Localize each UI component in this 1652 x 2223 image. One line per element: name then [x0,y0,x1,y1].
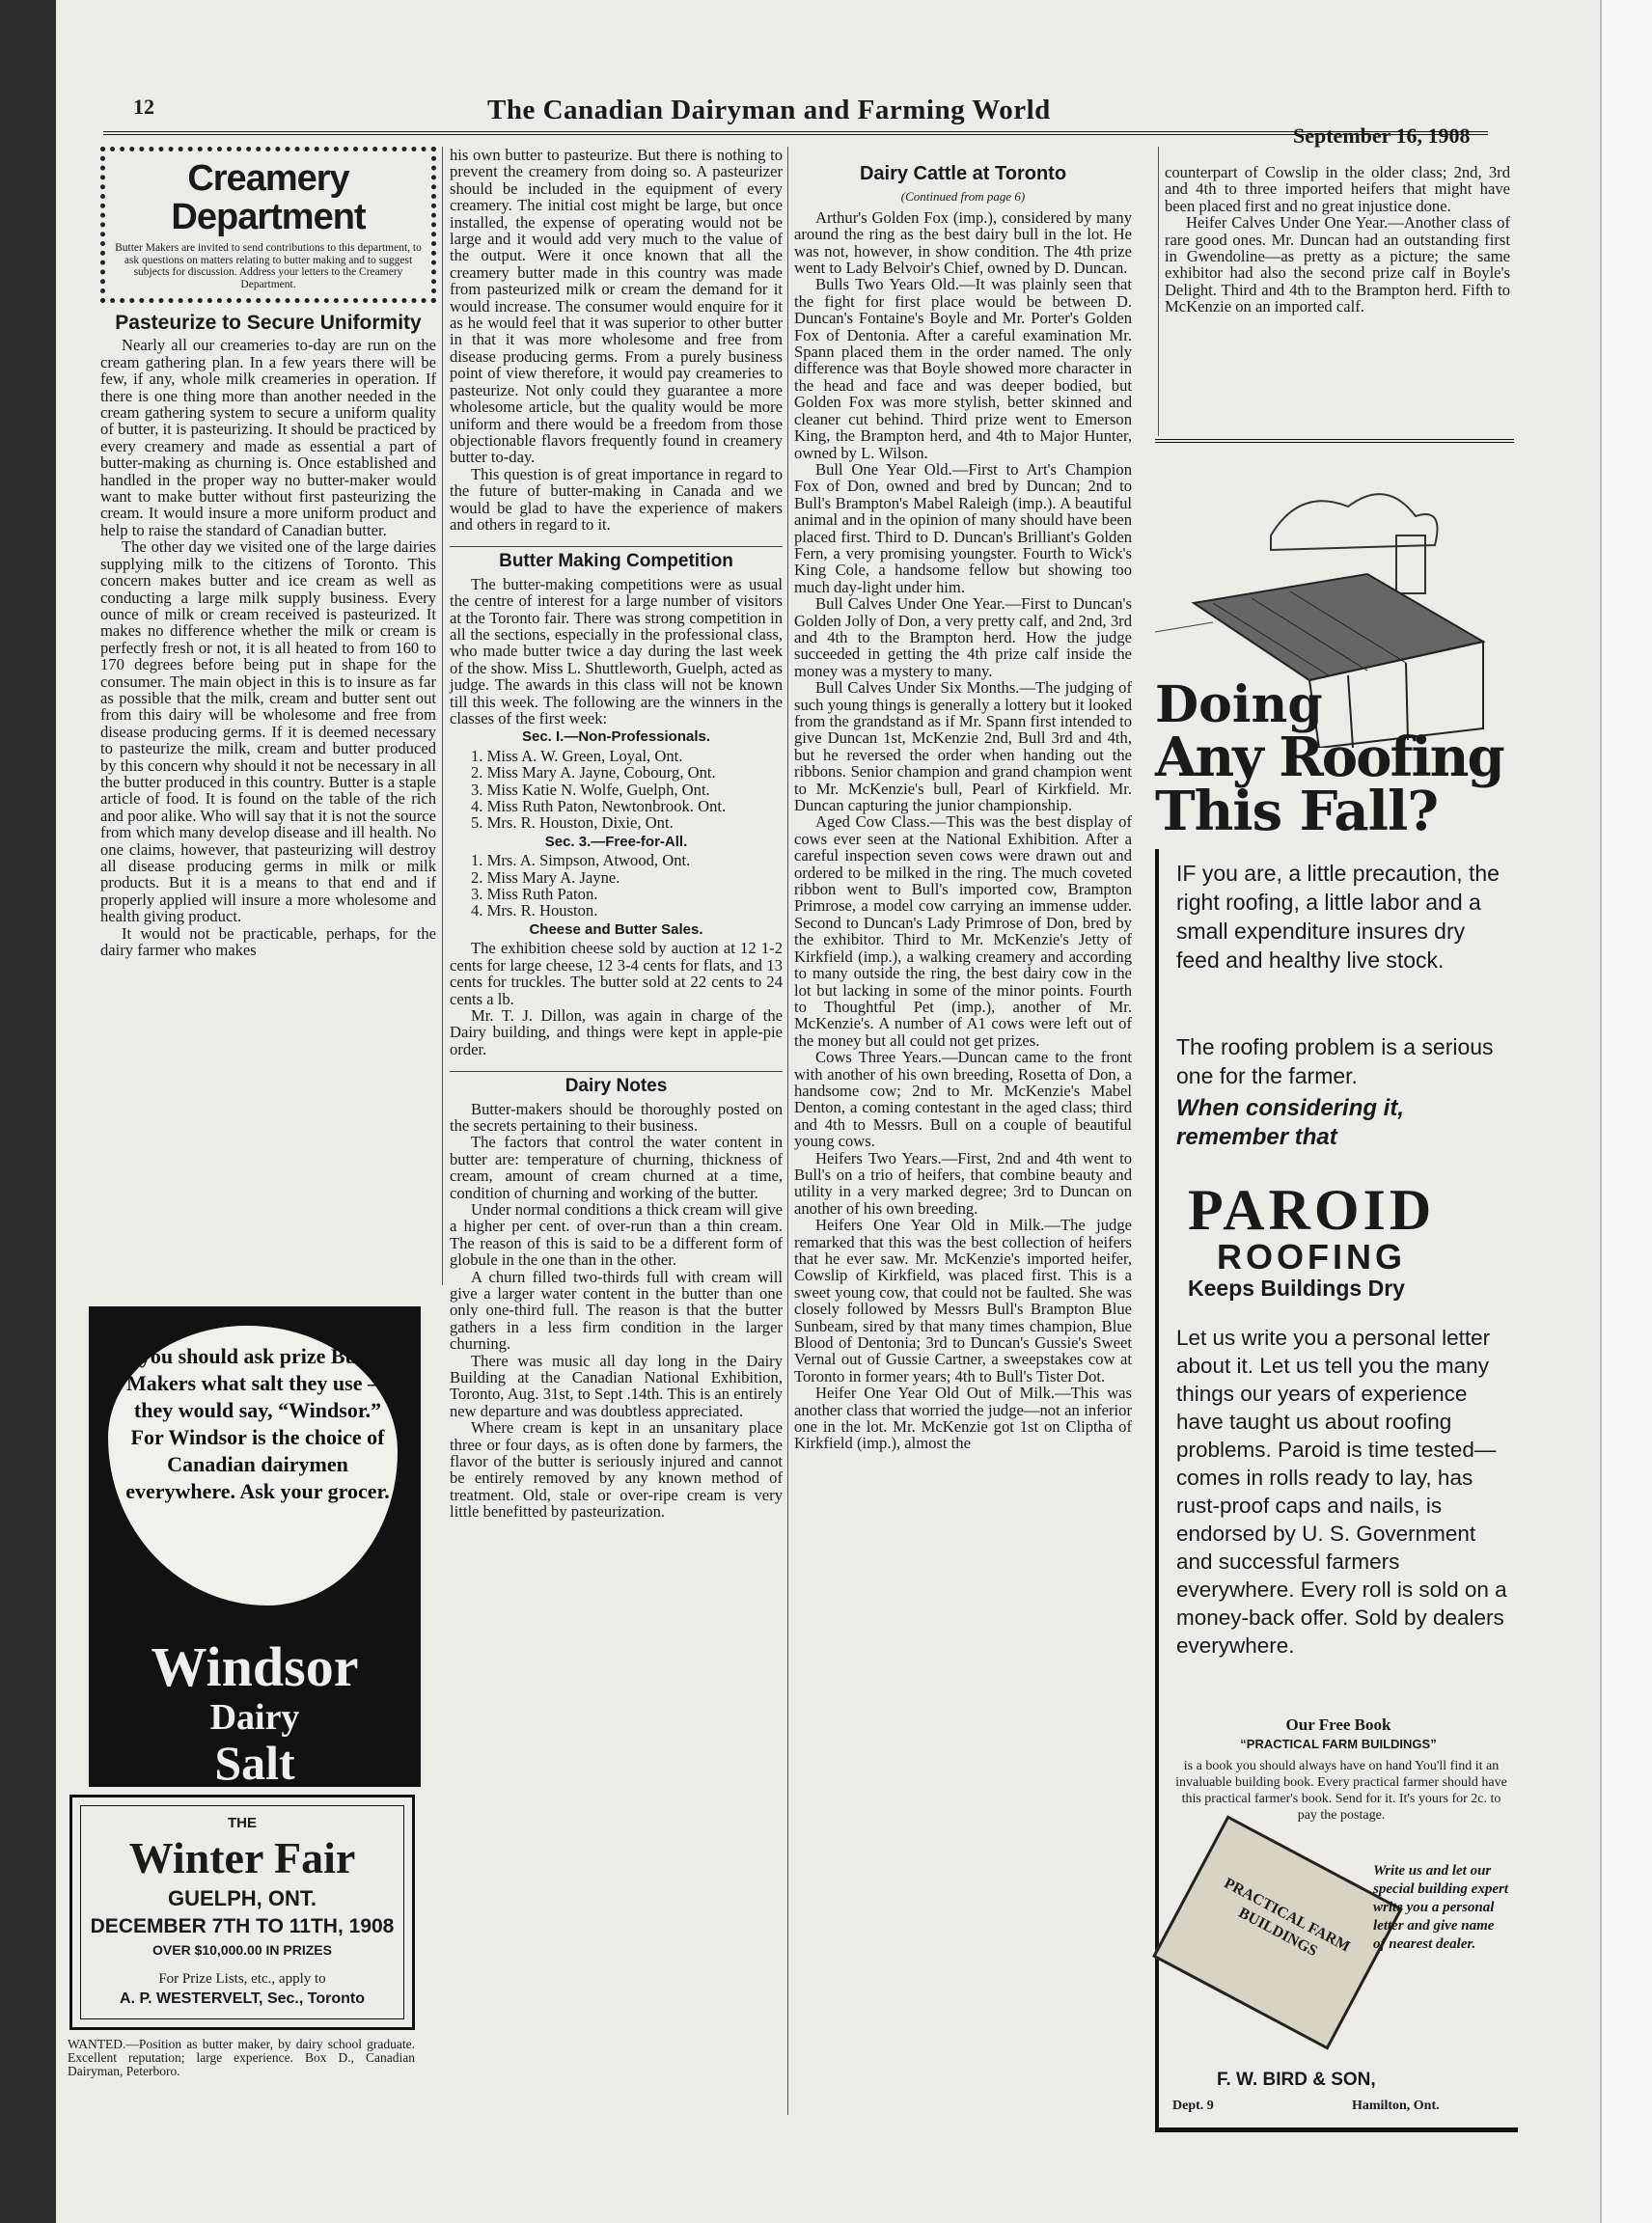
paragraph: Heifers One Year Old in Milk.—The judge remarked that this was the best collection of heifers that he ever saw. Mr. McKenzie's imported heifer, Cowslip of Kirkfield, was placed first. This is a sweet young cow, that could not be faulted. She was closely followed by Messrs Bull's Brampton Blue Sunbeam, sired by that many times champion, Blue Blood of Dentonia; 3rd to Duncan's Gussie's Sweet Vernal out of Gussie Cartner, a sweepstakes cow at Toronto in former years; 4th to Bull's Tister Dot. [794,1216,1132,1386]
list-item: 2. Miss Mary A. Jayne. [471,867,620,887]
paragraph: There was music all day long in the Dairy Building at the Canadian National Exhibition, Toronto, Aug. 31st, to Sept .14th. This is an entirely new departure and was doubtless appreciated. [450,1351,783,1420]
windsor-brand: Windsor [151,1635,359,1698]
paragraph: his own butter to pasteurize. But there is nothing to prevent the creamery from doing so. A pasteurizer should be included in the equipment of every creamery. The initial cost might be large, but once installed, the expense of operating would not be large and it would add very much to the value of the output. Were it once known that all the creamery butter made in this country was made from pasteurized milk or cream the demand for it would increase. The consumer would enquire for it as he would feel that it was superior to other butter in that it was more wholesome and free from disease producing germs. From a purely business point of view therefore, it would pay creameries to pasteurize. Not only could they guarantee a more wholesome article, but the quality would be more uniform and there would be a freedom from those objectionable flavors frequently found in creamery butter to-day. [450,146,783,467]
paragraph: Heifer Calves Under One Year.—Another class of rare good ones. Mr. Duncan had an outstanding first in Gwendoline—as pretty as a picture; the same exhibitor had also the second prize calf in Boyle's Delight. Third and 4th to the Brampton herd. Fifth to McKenzie on an imported calf. [1165,213,1510,316]
paragraph: Bull Calves Under One Year.—First to Duncan's Golden Jolly of Don, a very pretty calf, and 2nd, 3rd and 4th to the Brampton herd. How the judge succeeded in getting the 4th prize calf inside the money was a mystery to many. [794,594,1132,680]
list-item: 3. Miss Ruth Paton. [471,885,598,904]
section-heading: Sec. I.—Non-Professionals. [521,728,711,746]
paragraph: The other day we visited one of the large dairies supplying milk to the citizens of Toronto. This concern makes butter and ice cream as well as conducting a large milk supply business. Every ounce of milk or cream received is pasteurized. It makes no difference whether the milk or cream is perfectly fresh or not, it is all heated to from 160 to 170 degrees before being put in shape for the consumer. The main object in this is to insure as far as possible that the milk, cream and butter sent out from this dairy will be wholesome and free from disease producing germs. If it is deemed necessary to pasteurize the milk, cream and butter produced by this concern why should it not be necessary in all the butter produced in this country. Butter is a staple article of food. It is found on the table of the rich and poor alike. Who will say that it is not the source from which many develop disease and ill health. No one claims, however, that pasteurizing will destroy all disease producing germs in milk or milk products. But it is a means to that end and if properly applied will insure a more wholesome and health giving product. [100,537,436,926]
roofing-copy-3: Let us write you a personal letter about it. Let us tell you the many things our years of experience have taught us about roofing problems. Paroid is time tested—comes in rolls ready to lay, has rust-proof caps and nails, is endorsed by U. S. Government and successful farmers everywhere. Every roll is sold on a money-back offer. Sold by dealers everywhere. [1176,1326,1507,1658]
paragraph: The butter-making competitions were as usual the centre of interest for a large number of visitors at the Toronto fair. There was strong competition in all the sections, especially in the professional class, who made butter twice a day during the last week of the show. Miss L. Shuttleworth, Guelph, acted as judge. The awards in this class will not be known till this week. The following are the winners in the classes of the first week: [450,574,783,727]
section-rule [450,1071,783,1072]
article-heading-pasteurize: Pasteurize to Secure Uniformity [115,312,422,334]
column-divider [442,147,443,1285]
roofing-ad-body [1155,849,1518,2132]
paragraph: A churn filled two-thirds full with cream will give a larger water content in the butter than one only one-third full. The reason is that the butter gathers in a less firm condition in the larger churning. [450,1267,783,1354]
roofing-italic: When considering it, remember that [1176,1095,1405,1150]
list-item: 1. Miss A. W. Green, Loyal, Ont. [471,746,683,765]
section-heading: Sec. 3.—Free-for-All. [544,833,688,850]
booklet-illustration [1152,1815,1403,2049]
windsor-salt-ad [89,1306,421,1790]
paragraph: Aged Cow Class.—This was the best display of cows ever seen at the National Exhibition. After a careful inspection seven cows were drawn out and ordered to be milked in the ring. The much coveted ribbon went to Bull's imported cow, Brampton Primrose, a model cow carrying an immense udder. Second to Duncan's Lady Primrose of Don, bred by the exhibitor. Third to Mr. McKenzie's Jetty of Kirkfield (imp.), a walking creamery and according to many outside the ring, the best dairy cow in the lot but lacking in some of the minor points. Fourth to Thoughtful Pet (imp.), another of Mr. McKenzie's. A number of A1 cows were left out of the money but all could not get prizes. [794,812,1132,1050]
list-item: 5. Mrs. R. Houston, Dixie, Ont. [471,813,674,833]
ad-code: 104 [118,1586,134,1598]
creamery-department-text: Butter Makers are invited to send contributions to this department, to ask questions on matters relating to butter making and to suggest subjects for discussion. Address your letters to the Creamery Department. [115,242,422,290]
roofing-copy-2: The roofing problem is a serious one for the farmer. [1176,1034,1494,1088]
column-1 [100,147,436,958]
paragraph: The factors that control the water content in butter are: temperature of churning, thickness of cream, amount of cream churned at a time, condition of churning and working of the butter. [450,1133,783,1202]
paragraph: counterpart of Cowslip in the older class; 2nd, 3rd and 4th to three imported heifers that might have been placed first and no great injustice done. [1165,163,1510,215]
fair-place: GUELPH, ONT. [167,1886,317,1910]
article-heading-dairy-notes: Dairy Notes [564,1076,668,1097]
roofing-headline-3: This Fall? [1155,780,1439,843]
column-divider [787,147,788,2115]
creamery-department-box [100,147,436,303]
roofing-headline-1: Doing [1155,675,1323,734]
list-item: 4. Miss Ruth Paton, Newtonbrook. Ont. [471,797,727,816]
paragraph: Bulls Two Years Old.—It was plainly seen that the fight for first place would be between D. Duncan's Fontaine's Boyle and Mr. Porter's Golden Fox of Dentonia. After a careful examination Mr. Spann placed them in the order named. The only difference was that Boyle showed more character in the head and face and was deeper bodied, but Golden Fox was more stylish, better skinned and cleaner cut behind. Third prize went to Emerson King, the Brampton herd, and 4th to Major Hunter, owned by L. Wilson. [794,275,1132,462]
page-edge [1600,0,1652,2223]
paragraph: The exhibition cheese sold by auction at 12 1-2 cents for large cheese, 12 3-4 cents for flats, and 13 cents for truckles. The butter sold at 22 cents to 24 cents a lb. [450,939,783,1008]
article-heading-dairy-cattle: Dairy Cattle at Toronto [859,163,1067,184]
paroid-roofing-ad [1155,439,1514,2125]
fair-title: Winter Fair [128,1833,356,1882]
paragraph: Bull Calves Under Six Months.—The judging of such young things is generally a lottery but it looked from the grandstand as if Mr. Spann first intended to give Duncan 1st, McKenzie 2nd, Bull 3rd and 4th, but he reversed the order when handing out the ribbons. Senior champion and grand champion went to Mr. McKenzie's bull, Pearl of Kirkfield. Mr. Duncan capturing the junior championship. [794,678,1132,815]
salt-brand: Salt [214,1736,295,1790]
roofing-headline-2: Any Roofing [1155,726,1503,789]
paroid-brand: PAROID [1188,1178,1436,1242]
company-city: Hamilton, Ont. [1352,2099,1440,2113]
paragraph: This question is of great importance in regard to the future of butter-making in Canada and we would be glad to have the experience of makers and others in regard to it. [450,464,783,534]
paragraph: Mr. T. J. Dillon, was again in charge of the Dairy building, and things were kept in apple-pie order. [450,1005,783,1058]
paragraph: Nearly all our creameries to-day are run on the cream gathering plan. In a few years there will be few, if any, whole milk creameries in operation. If there is one thing more than another needed in the cream gathering system to secure a uniform quality of butter, it is pasteurizing. It should be practiced by every creamery and made as essential a part of butter-making as churning is. Once established and handled in the proper way no butter-maker would want to make butter without first pasteurizing the cream. It would insure a more uniform product and help to raise the standard of Canadian butter. [100,336,436,539]
column-2 [450,147,783,1521]
company-name: F. W. BIRD & SON, [1217,2070,1376,2090]
windsor-ad-copy: If you should ask prize Butter-Makers what salt they use — they would say, “Windsor.” For Windsor is the choice of Canadian dairymen everywhere. Ask your grocer. [119,1344,397,1503]
book-title: “PRACTICAL FARM BUILDINGS” [1240,1737,1437,1751]
book-description: is a book you should always have on hand You'll find it an invaluable building book. Every practical farmer should have this practical farmer's book. Send for it. It's yours for 2c. to pay the postage. [1175,1759,1507,1823]
fair-prizes: OVER $10,000.00 IN PRIZES [152,1942,332,1958]
paragraph: It would not be practicable, perhaps, for the dairy farmer who makes [100,923,436,960]
paragraph: Cows Three Years.—Duncan came to the front with another of his own breeding, Rosetta of Don, a handsome cow; 2nd to Mr. McKenzie's Mabel Denton, a coming contestant in the aged class; third and 4th to Messrs. Bull on a couple of beautiful young cows. [794,1048,1132,1151]
list-item: 3. Miss Katie N. Wolfe, Guelph, Ont. [471,780,710,799]
ad-top-rule [1155,439,1514,443]
dairy-brand: Dairy [209,1697,300,1738]
write-us-text: Write us and let our special building expert write you a personal letter and give name of nearest dealer. [1373,1863,1508,1952]
fair-the: THE [228,1815,257,1831]
column-divider [1158,147,1159,436]
continued-note: (Continued from page 6) [900,189,1026,205]
fair-secretary: A. P. WESTERVELT, Sec., Toronto [120,1990,365,2007]
section-heading: Cheese and Butter Sales. [529,920,703,938]
list-item: 1. Mrs. A. Simpson, Atwood, Ont. [471,851,691,870]
newspaper-title: The Canadian Dairyman and Farming World [487,95,1051,125]
page-number: 12 [133,95,154,119]
free-book-heading: Our Free Book [1285,1715,1391,1734]
fair-dates: DECEMBER 7TH TO 11TH, 1908 [90,1915,395,1937]
column-4 [1165,164,1510,316]
fair-apply: For Prize Lists, etc., apply to [158,1971,326,1987]
wanted-classified: WANTED.—Position as butter maker, by dairy school graduate. Excellent reputation; large experience. Box D., Canadian Dairyman, Peterboro. [68,2037,415,2078]
booklet-label: PRACTICAL FARM BUILDINGS [1221,1875,1353,1961]
paragraph: Bull One Year Old.—First to Art's Champion Fox of Don, owned and bred by Duncan; 2nd to Bull's Brampton's Mabel Raleigh (imp.). A beautiful animal and in the opinion of many should have been placed first. Third to D. Duncan's Brilliant's Golden Fern, a very promising youngster. Fourth to Wick's King Cole, a handsome fellow but showing too much day-light under him. [794,459,1132,596]
paragraph: Where cream is kept in an unsanitary place three or four days, as is often done by farmers, the flavor of the butter is seriously injured and cannot be entirely removed by any known method of treatment. Old, stale or over-ripe cream is very little benefitted by pasteurization. [450,1418,783,1522]
paragraph: Heifer One Year Old Out of Milk.—This was another class that worried the judge—not an inferior one in the lot. Mr. McKenzie got 1st on Cliptha of Kirkfield (imp.), almost the [794,1384,1132,1453]
roofing-copy-1: IF you are, a little precaution, the right roofing, a little labor and a small expenditure insures dry feed and healthy live stock. [1176,861,1500,973]
issue-date: September 16, 1908 [1293,124,1471,148]
list-item: 4. Mrs. R. Houston. [471,901,598,920]
roofing-tagline: Keeps Buildings Dry [1188,1276,1405,1301]
article-heading-butter-competition: Butter Making Competition [499,551,733,572]
header-rule [103,131,1488,135]
paragraph: Arthur's Golden Fox (imp.), considered by many around the ring as the best dairy bull in the lot. He was not, however, in show condition. The 4th prize went to Lady Belvoir's Chief, owned by D. Duncan. [794,207,1132,278]
column-3 [794,147,1132,1452]
creamery-department-title: Creamery Department [171,158,366,237]
paragraph: Under normal conditions a thick cream will give a higher per cent. of over-run than a thin cream. The reason of this is said to be a different form of globule in the one than in the other. [450,1199,783,1270]
dept-number: Dept. 9 [1172,2099,1214,2113]
winter-fair-ad [69,1795,415,2030]
section-rule [450,546,783,547]
paragraph: Butter-makers should be thoroughly posted on the secrets pertaining to their business. [450,1099,783,1135]
list-item: 2. Miss Mary A. Jayne, Cobourg, Ont. [471,763,716,782]
roofing-brand: ROOFING [1217,1237,1406,1276]
paragraph: Heifers Two Years.—First, 2nd and 4th went to Bull's on a trio of heifers, that combine beauty and utility in a very marked degree; 3rd to Duncan on another of his own breeding. [794,1148,1132,1218]
